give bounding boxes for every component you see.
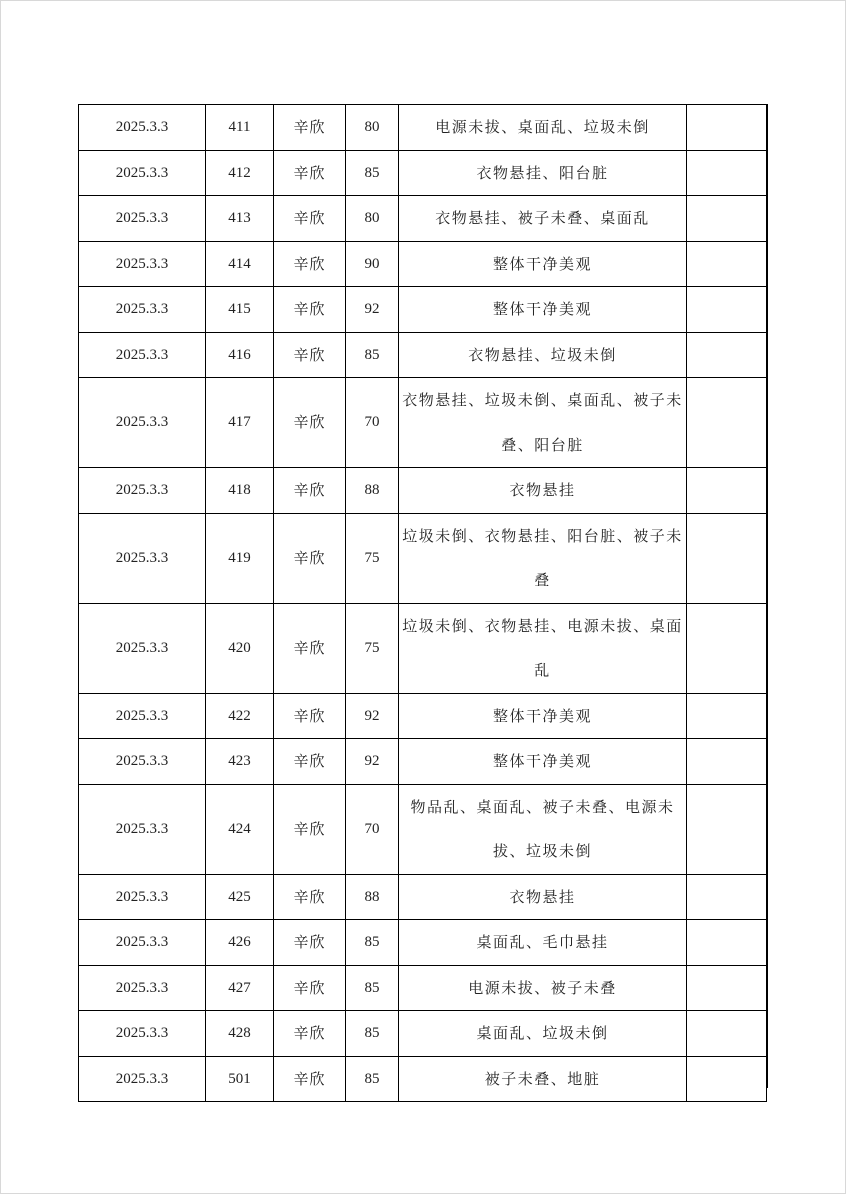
room-cell: 419 (206, 513, 274, 603)
room-cell: 415 (206, 287, 274, 333)
room-cell: 501 (206, 1056, 274, 1102)
inspector-cell: 辛欣 (274, 1011, 346, 1057)
score-cell: 75 (346, 513, 399, 603)
blank-cell (687, 332, 767, 378)
room-cell: 426 (206, 920, 274, 966)
table-row (79, 920, 767, 966)
table-row (79, 1056, 767, 1102)
blank-cell (687, 603, 767, 693)
remarks-cell: 整体干净美观 (399, 287, 687, 333)
room-cell: 424 (206, 784, 274, 874)
date-cell: 2025.3.3 (79, 513, 206, 603)
date-cell: 2025.3.3 (79, 874, 206, 920)
table-row (79, 332, 767, 378)
blank-cell (687, 1056, 767, 1102)
date-cell: 2025.3.3 (79, 965, 206, 1011)
remarks-cell: 衣物悬挂、垃圾未倒、桌面乱、被子未叠、阳台脏 (399, 378, 687, 468)
room-cell: 413 (206, 196, 274, 242)
score-cell: 85 (346, 1056, 399, 1102)
inspector-cell: 辛欣 (274, 196, 346, 242)
blank-cell (687, 965, 767, 1011)
room-cell: 428 (206, 1011, 274, 1057)
blank-cell (687, 241, 767, 287)
score-cell: 90 (346, 241, 399, 287)
inspector-cell: 辛欣 (274, 468, 346, 514)
room-cell: 411 (206, 105, 274, 151)
inspector-cell: 辛欣 (274, 739, 346, 785)
blank-cell (687, 150, 767, 196)
score-cell: 88 (346, 468, 399, 514)
blank-cell (687, 378, 767, 468)
date-cell: 2025.3.3 (79, 196, 206, 242)
remarks-cell: 物品乱、桌面乱、被子未叠、电源未拔、垃圾未倒 (399, 784, 687, 874)
inspector-cell: 辛欣 (274, 378, 346, 468)
remarks-cell: 桌面乱、毛巾悬挂 (399, 920, 687, 966)
score-cell: 70 (346, 378, 399, 468)
inspector-cell: 辛欣 (274, 105, 346, 151)
score-cell: 92 (346, 287, 399, 333)
score-cell: 75 (346, 603, 399, 693)
score-cell: 85 (346, 1011, 399, 1057)
table-row (79, 241, 767, 287)
score-cell: 85 (346, 965, 399, 1011)
blank-cell (687, 513, 767, 603)
blank-cell (687, 468, 767, 514)
table-row (79, 378, 767, 468)
remarks-cell: 整体干净美观 (399, 739, 687, 785)
right-border-line (767, 104, 768, 1088)
remarks-cell: 被子未叠、地脏 (399, 1056, 687, 1102)
remarks-cell: 电源未拔、桌面乱、垃圾未倒 (399, 105, 687, 151)
remarks-cell: 衣物悬挂、垃圾未倒 (399, 332, 687, 378)
inspector-cell: 辛欣 (274, 513, 346, 603)
remarks-cell: 垃圾未倒、衣物悬挂、电源未拔、桌面乱 (399, 603, 687, 693)
score-cell: 80 (346, 196, 399, 242)
score-cell: 80 (346, 105, 399, 151)
remarks-cell: 衣物悬挂 (399, 468, 687, 514)
blank-cell (687, 874, 767, 920)
score-cell: 92 (346, 739, 399, 785)
remarks-cell: 整体干净美观 (399, 241, 687, 287)
date-cell: 2025.3.3 (79, 1011, 206, 1057)
room-cell: 420 (206, 603, 274, 693)
score-cell: 70 (346, 784, 399, 874)
table-row (79, 603, 767, 693)
date-cell: 2025.3.3 (79, 150, 206, 196)
table-row (79, 739, 767, 785)
inspector-cell: 辛欣 (274, 1056, 346, 1102)
blank-cell (687, 1011, 767, 1057)
remarks-cell: 衣物悬挂、被子未叠、桌面乱 (399, 196, 687, 242)
date-cell: 2025.3.3 (79, 378, 206, 468)
table-row (79, 965, 767, 1011)
table-row (79, 196, 767, 242)
room-cell: 422 (206, 693, 274, 739)
inspector-cell: 辛欣 (274, 920, 346, 966)
remarks-cell: 整体干净美观 (399, 693, 687, 739)
inspector-cell: 辛欣 (274, 332, 346, 378)
inspector-cell: 辛欣 (274, 693, 346, 739)
inspector-cell: 辛欣 (274, 965, 346, 1011)
date-cell: 2025.3.3 (79, 287, 206, 333)
table-row (79, 105, 767, 151)
blank-cell (687, 693, 767, 739)
inspector-cell: 辛欣 (274, 241, 346, 287)
inspector-cell: 辛欣 (274, 150, 346, 196)
score-cell: 85 (346, 920, 399, 966)
room-cell: 414 (206, 241, 274, 287)
table-row (79, 287, 767, 333)
date-cell: 2025.3.3 (79, 693, 206, 739)
score-cell: 85 (346, 332, 399, 378)
table-row (79, 513, 767, 603)
date-cell: 2025.3.3 (79, 241, 206, 287)
table-row (79, 693, 767, 739)
remarks-cell: 垃圾未倒、衣物悬挂、阳台脏、被子未叠 (399, 513, 687, 603)
date-cell: 2025.3.3 (79, 603, 206, 693)
date-cell: 2025.3.3 (79, 468, 206, 514)
table-row (79, 1011, 767, 1057)
room-cell: 418 (206, 468, 274, 514)
date-cell: 2025.3.3 (79, 784, 206, 874)
remarks-cell: 衣物悬挂、阳台脏 (399, 150, 687, 196)
room-cell: 412 (206, 150, 274, 196)
table-row (79, 468, 767, 514)
inspector-cell: 辛欣 (274, 874, 346, 920)
date-cell: 2025.3.3 (79, 105, 206, 151)
room-cell: 425 (206, 874, 274, 920)
table-row (79, 874, 767, 920)
blank-cell (687, 105, 767, 151)
dorm-inspection-table (78, 104, 767, 1102)
blank-cell (687, 920, 767, 966)
inspector-cell: 辛欣 (274, 287, 346, 333)
date-cell: 2025.3.3 (79, 332, 206, 378)
blank-cell (687, 196, 767, 242)
remarks-cell: 电源未拔、被子未叠 (399, 965, 687, 1011)
blank-cell (687, 784, 767, 874)
inspector-cell: 辛欣 (274, 603, 346, 693)
remarks-cell: 衣物悬挂 (399, 874, 687, 920)
table-row (79, 150, 767, 196)
room-cell: 417 (206, 378, 274, 468)
room-cell: 416 (206, 332, 274, 378)
score-cell: 88 (346, 874, 399, 920)
date-cell: 2025.3.3 (79, 739, 206, 785)
inspector-cell: 辛欣 (274, 784, 346, 874)
score-cell: 85 (346, 150, 399, 196)
score-cell: 92 (346, 693, 399, 739)
room-cell: 423 (206, 739, 274, 785)
blank-cell (687, 739, 767, 785)
date-cell: 2025.3.3 (79, 1056, 206, 1102)
table-row (79, 784, 767, 874)
room-cell: 427 (206, 965, 274, 1011)
blank-cell (687, 287, 767, 333)
remarks-cell: 桌面乱、垃圾未倒 (399, 1011, 687, 1057)
date-cell: 2025.3.3 (79, 920, 206, 966)
